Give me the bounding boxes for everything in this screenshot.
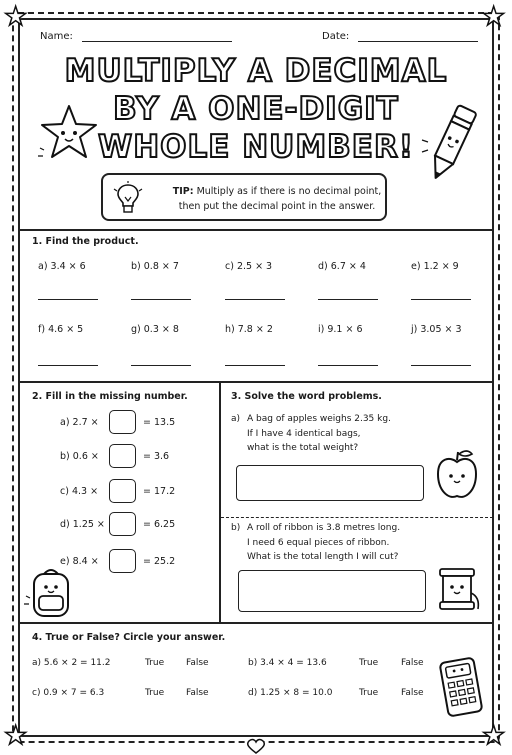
date-label: Date:	[322, 31, 350, 42]
missing-number-box[interactable]	[109, 512, 136, 536]
problem-1g: g) 0.3 × 8	[131, 324, 179, 335]
tip-label: TIP:	[172, 186, 194, 197]
answer-line[interactable]	[38, 365, 98, 366]
divider	[19, 622, 493, 624]
true-option[interactable]: True	[359, 688, 379, 698]
problem-1c: c) 2.5 × 3	[225, 261, 273, 272]
word-problem-b-label: b)	[231, 523, 241, 533]
section-2-title: 2. Fill in the missing number.	[32, 391, 188, 402]
false-option[interactable]: False	[186, 688, 209, 698]
fill-item-d-left: d) 1.25 ×	[60, 519, 105, 530]
section-4-title: 4. True or False? Circle your answer.	[32, 632, 226, 643]
false-option[interactable]: False	[401, 688, 424, 698]
divider	[219, 381, 221, 623]
true-option[interactable]: True	[145, 688, 165, 698]
apple-icon	[432, 446, 482, 504]
name-line	[82, 32, 232, 42]
false-option[interactable]: False	[186, 658, 209, 668]
word-problem-a-line-2: If I have 4 identical bags,	[247, 428, 361, 439]
answer-line[interactable]	[411, 299, 471, 300]
fill-item-b-right: = 3.6	[143, 451, 170, 462]
star-icon	[36, 100, 102, 166]
false-option[interactable]: False	[401, 658, 424, 668]
divider	[221, 517, 493, 518]
word-problem-a-label: a)	[231, 414, 241, 424]
section-3-title: 3. Solve the word problems.	[231, 391, 382, 402]
fill-item-a-left: a) 2.7 ×	[60, 417, 99, 428]
missing-number-box[interactable]	[109, 479, 136, 503]
problem-1e: e) 1.2 × 9	[411, 261, 459, 272]
fill-item-e-right: = 25.2	[143, 556, 176, 567]
title-line-1: MULTIPLY A DECIMAL	[64, 53, 448, 89]
fill-item-a-right: = 13.5	[143, 417, 176, 428]
word-problem-b-line-3: What is the total length I will cut?	[247, 552, 399, 562]
word-problem-b-line-1: A roll of ribbon is 3.8 metres long.	[247, 523, 401, 533]
answer-line[interactable]	[131, 299, 191, 300]
pencil-icon	[420, 98, 486, 188]
true-option[interactable]: True	[359, 658, 379, 668]
problem-1i: i) 9.1 × 6	[318, 324, 363, 335]
missing-number-box[interactable]	[109, 410, 136, 434]
title-line-3: WHOLE NUMBER!	[98, 129, 414, 165]
corner-star-icon: ★	[4, 2, 28, 32]
word-problem-a-line-3: what is the total weight?	[247, 443, 359, 453]
tip-text	[165, 184, 389, 214]
calculator-icon	[436, 654, 486, 720]
answer-line[interactable]	[318, 365, 378, 366]
name-field[interactable]	[40, 31, 232, 42]
true-option[interactable]: True	[145, 658, 165, 668]
problem-1f: f) 4.6 × 5	[38, 324, 84, 335]
problem-1d: d) 6.7 × 4	[318, 261, 366, 272]
tf-equation-c: c) 0.9 × 7 = 6.3	[32, 688, 105, 698]
tip-line-2: then put the decimal point in the answer.	[178, 201, 376, 212]
problem-1b: b) 0.8 × 7	[131, 261, 179, 272]
lightbulb-icon	[113, 181, 143, 215]
fill-item-c-left: c) 4.3 ×	[60, 486, 99, 497]
word-problem-b	[247, 521, 400, 565]
tip-line-1: Multiply as if there is no decimal point,	[196, 186, 382, 197]
name-label: Name:	[40, 31, 73, 42]
problem-1j: j) 3.05 × 3	[411, 324, 462, 335]
tf-equation-d: d) 1.25 × 8 = 10.0	[248, 688, 333, 698]
answer-line[interactable]	[38, 299, 98, 300]
corner-star-icon: ★	[4, 721, 28, 751]
missing-number-box[interactable]	[109, 444, 136, 468]
word-problem-b-line-2: I need 6 equal pieces of ribbon.	[247, 537, 390, 548]
fill-item-d-right: = 6.25	[143, 519, 176, 530]
corner-star-icon: ★	[482, 2, 506, 32]
corner-star-icon: ★	[482, 721, 506, 751]
word-problem-a-line-1: A bag of apples weighs 2.35 kg.	[247, 414, 391, 424]
tip-box	[101, 173, 387, 221]
page-title	[60, 52, 452, 166]
section-1-title: 1. Find the product.	[32, 236, 139, 247]
divider	[19, 381, 493, 383]
tf-equation-a: a) 5.6 × 2 = 11.2	[32, 658, 111, 668]
fill-item-e-left: e) 8.4 ×	[60, 556, 99, 567]
answer-box-a[interactable]	[236, 465, 424, 501]
answer-box-b[interactable]	[238, 570, 426, 612]
word-problem-a	[247, 412, 391, 456]
fill-item-b-left: b) 0.6 ×	[60, 451, 99, 462]
title-line-2: BY A ONE-DIGIT	[113, 91, 399, 127]
answer-line[interactable]	[225, 299, 285, 300]
fill-item-c-right: = 17.2	[143, 486, 176, 497]
backpack-icon	[22, 566, 80, 622]
date-line	[358, 32, 478, 42]
tf-equation-b: b) 3.4 × 4 = 13.6	[248, 658, 327, 668]
problem-1h: h) 7.8 × 2	[225, 324, 273, 335]
date-field[interactable]	[322, 31, 478, 42]
answer-line[interactable]	[318, 299, 378, 300]
missing-number-box[interactable]	[109, 549, 136, 573]
ribbon-spool-icon	[432, 563, 484, 615]
divider	[19, 229, 493, 231]
problem-1a: a) 3.4 × 6	[38, 261, 86, 272]
answer-line[interactable]	[225, 365, 285, 366]
answer-line[interactable]	[411, 365, 471, 366]
heart-icon	[246, 738, 266, 754]
answer-line[interactable]	[131, 365, 191, 366]
